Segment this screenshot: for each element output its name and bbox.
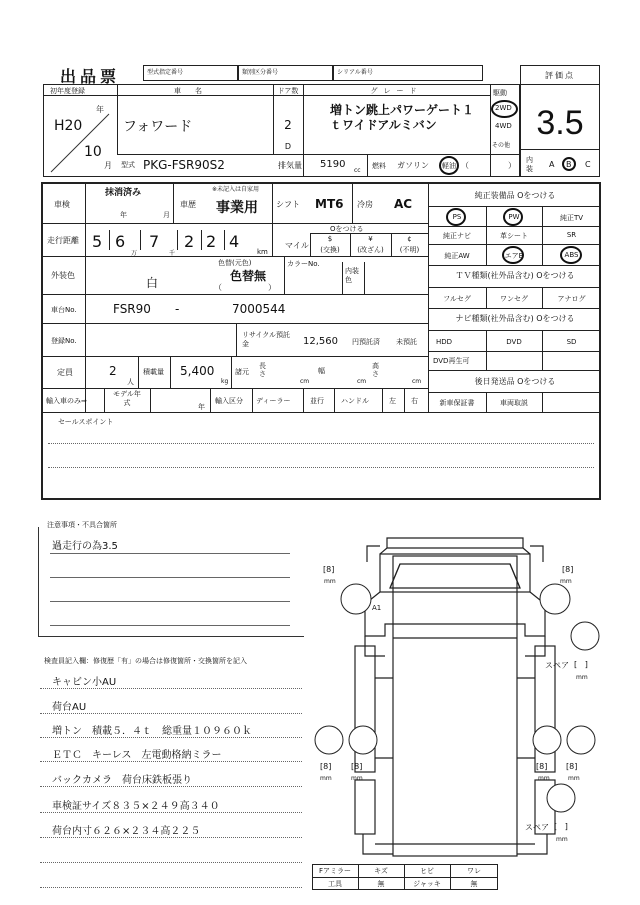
recycle-unpaid: 未預託: [396, 338, 417, 346]
shaken-year: 年: [120, 211, 127, 219]
tread-rr2-unit: mm: [568, 775, 580, 782]
unit-km: km: [257, 248, 268, 256]
doors-unit: D: [284, 142, 292, 151]
length-unit: cm: [300, 378, 310, 385]
chassis-label: 車台No.: [51, 306, 77, 314]
note-line-7: 荷台内寸６２６×２３４高２２５: [52, 826, 201, 837]
score-label: 評価点: [545, 71, 575, 80]
displacement-label: 排気量: [278, 161, 302, 170]
handle-right: 右: [411, 397, 418, 405]
shift-label: シフト: [276, 200, 300, 209]
capacity-value: 2: [109, 364, 117, 378]
interior-b: B: [566, 160, 572, 169]
tread-rl1: [8]: [320, 762, 332, 771]
page-title: 出品票: [60, 67, 121, 86]
opt-aw: 純正AW: [444, 252, 470, 260]
serial-label: シリアル番号: [337, 69, 373, 76]
tread-fl-unit: mm: [324, 578, 336, 585]
opt-abs: ABS: [564, 251, 579, 259]
dvd-label: DVD再生可: [433, 357, 470, 365]
footer-r2c4: 無: [470, 880, 478, 888]
unit-man: 万: [131, 250, 138, 257]
spare-bottom-unit: mm: [556, 836, 568, 843]
first-reg-label: 初年度登録: [50, 87, 85, 95]
tv-oneseg: ワンセグ: [500, 295, 528, 303]
length-label: 長さ: [259, 362, 266, 378]
shaken-value: 抹消済み: [105, 188, 142, 198]
name-label: 車名: [174, 87, 216, 95]
repaint-paren-close: ）: [268, 283, 276, 292]
inspector-label: 検査員記入欄：修復歴「有」の場合は修復箇所・交換箇所を記入: [44, 657, 247, 665]
first-reg-month: 10: [84, 144, 102, 160]
vehicle-name: フォワード: [123, 119, 193, 135]
chassis-dash: -: [175, 302, 180, 316]
model-value: PKG-FSR90S2: [143, 158, 225, 172]
tread-rl2-unit: mm: [351, 775, 363, 782]
drive-2wd: 2WD: [495, 104, 512, 112]
aircon-value: AC: [394, 197, 413, 211]
after-manual: 車両取説: [500, 399, 528, 407]
mile-label: マイル: [285, 241, 309, 250]
grade-label: グレード: [370, 87, 423, 95]
mileage-digit-2: 6: [115, 232, 126, 251]
exch-label: (交換): [320, 246, 340, 254]
model-cert-box: [143, 65, 238, 81]
exch-sym: $: [327, 235, 333, 243]
capacity-unit: 人: [127, 378, 134, 386]
tread-fr-value: 8: [565, 565, 571, 574]
mileage-digit-3: 7: [149, 232, 160, 251]
tread-rl1-unit: mm: [320, 775, 332, 782]
after-warranty: 新車保証書: [439, 399, 475, 407]
footer-r2c3: ジャッキ: [413, 880, 441, 888]
height-unit: cm: [412, 378, 422, 385]
tv-fullseg: フルセグ: [443, 295, 471, 303]
note-line-4: ＥＴＣ キーレス 左電動格納ミラー: [52, 750, 222, 761]
displacement-unit: cc: [354, 167, 361, 174]
load-unit: kg: [221, 378, 229, 385]
drive-other: その他: [492, 142, 511, 149]
opt-ps: PS: [452, 213, 462, 221]
tread-rr2-value: 8: [569, 762, 575, 771]
dims-label: 諸元: [235, 368, 249, 376]
navi-hdd: HDD: [436, 338, 453, 346]
category-box: [238, 65, 333, 81]
tv-title: ＴＶ種類(社外品含む) Oをつける: [455, 271, 575, 280]
footer-r1c3: ヒビ: [420, 867, 434, 875]
colorno-label: カラーNo.: [287, 260, 320, 268]
chassis-number: 7000544: [232, 302, 286, 316]
navi-title: ナビ種類(社外品含む) Oをつける: [455, 314, 575, 323]
footer-r1c2: キズ: [374, 867, 388, 875]
interior-label: 内装: [526, 156, 533, 173]
note-line-6: 車検証サイズ８３５×２４９高３４０: [52, 801, 220, 812]
fuel-diesel: 軽油: [442, 162, 456, 170]
month-label: 月: [104, 161, 112, 170]
opt-navi: 純正ナビ: [443, 232, 471, 240]
mileage-digit-1: 5: [92, 232, 103, 251]
note-line-2: 荷台AU: [52, 702, 87, 713]
after-title: 後日発送品 Oをつける: [474, 377, 556, 386]
import-label: 輸入車のみ⇒: [46, 397, 87, 405]
spare-bottom-bracket: [ ]: [554, 822, 568, 831]
fuel-gasoline: ガソリン: [397, 161, 429, 170]
damage-mark: A1: [372, 604, 382, 612]
spare-top-unit: mm: [576, 674, 588, 681]
tread-fr: [8]: [562, 565, 574, 574]
recycle-label: リサイクル預託金: [242, 331, 291, 348]
sales-point-label: セールスポイント: [58, 418, 114, 426]
load-value: 5,400: [180, 364, 215, 378]
import-year: 年: [198, 403, 205, 411]
model-year-label: モデル年式: [113, 390, 141, 407]
alter-sym: ¥: [368, 235, 373, 243]
opt-tv: 純正TV: [559, 214, 584, 222]
chassis-prefix: FSR90: [113, 302, 151, 316]
footer-r2c2: 無: [377, 880, 385, 888]
capacity-label: 定員: [57, 368, 73, 377]
import-class-label: 輸入区分: [215, 397, 243, 405]
tread-rr1-unit: mm: [538, 775, 550, 782]
footer-r1c4: ワレ: [467, 867, 481, 875]
shaken-month: 月: [163, 211, 170, 219]
displacement-value: 5190: [320, 159, 346, 170]
mileage-digit-5: 2: [206, 232, 217, 251]
unregistered-note: ※未記入は自家用: [212, 186, 260, 193]
opt-leather: 革シート: [500, 232, 528, 240]
fuel-label: 燃料: [372, 162, 386, 170]
recycle-value: 12,560: [303, 336, 338, 347]
doors-label: ドア数: [277, 87, 299, 95]
width-label: 幅: [318, 367, 325, 375]
navi-dvd: DVD: [506, 338, 522, 346]
doors-value: 2: [284, 118, 292, 132]
circle-note: Oをつける: [330, 225, 364, 233]
tread-rl1-value: 8: [323, 762, 329, 771]
spare-top-bracket: [ ]: [574, 660, 588, 669]
grade-value: 増トン跳上パワーゲート１ｔワイドアルミバン: [330, 103, 475, 132]
opt-sr: SR: [566, 231, 577, 239]
year-label: 年: [96, 105, 104, 114]
tread-rr2: [8]: [566, 762, 578, 771]
reg-label: 登録No.: [51, 337, 77, 345]
note-line-1: キャビン小AU: [52, 677, 117, 688]
tread-fr-unit: mm: [560, 578, 572, 585]
history-label: 車歴: [180, 200, 196, 209]
category-label: 類別区分番号: [242, 69, 279, 76]
mileage-digit-6: 4: [229, 232, 240, 251]
width-unit: cm: [357, 378, 367, 385]
serial-box: [333, 65, 483, 81]
drive-4wd: 4WD: [495, 122, 512, 130]
interior-a: A: [549, 160, 555, 169]
unit-sen: 千: [169, 250, 176, 257]
footer-r1c1: Fアミラー: [318, 867, 352, 875]
mileage-digit-4: 2: [184, 232, 195, 251]
aircon-label: 冷房: [357, 200, 373, 209]
opt-airbag: エアB: [504, 252, 524, 260]
exterior-value: 白: [146, 276, 159, 290]
exterior-label: 外装色: [51, 271, 75, 280]
load-label: 積載量: [143, 368, 164, 376]
first-reg-year: H20: [54, 118, 83, 134]
interior-color-label: 内装色: [345, 267, 359, 284]
unknown-label: (不明): [399, 246, 420, 254]
tread-rr1-value: 8: [539, 762, 545, 771]
alter-label: (改ざん): [357, 246, 384, 254]
tread-fl: [8]: [323, 565, 335, 574]
repaint-value: 色替無: [230, 269, 267, 283]
model-cert-label: 型式指定番号: [147, 69, 184, 76]
shaken-label: 車検: [54, 200, 70, 209]
drive-label: 駆動: [493, 89, 507, 97]
recycle-unit: 円預託済: [352, 338, 380, 346]
caution-line-1: 過走行の為3.5: [52, 541, 118, 552]
note-line-3: 増トン 積載５．４ｔ 総重量１０９６０ｋ: [52, 726, 252, 737]
unknown-sym: ¢: [407, 235, 412, 243]
fuel-other-open: （: [461, 161, 469, 170]
caution-label: 注意事項・不具合箇所: [44, 520, 120, 530]
tread-rl2: [8]: [351, 762, 363, 771]
repaint-label: 色替(元色): [218, 259, 252, 267]
fuel-other-close: ）: [508, 161, 516, 170]
history-value: 事業用: [216, 200, 258, 216]
note-line-5: バックカメラ 荷台床鉄板張り: [52, 775, 192, 786]
tread-rl2-value: 8: [354, 762, 360, 771]
handle: ハンドル: [341, 397, 369, 405]
interior-c: C: [585, 160, 591, 169]
navi-sd: SD: [566, 338, 577, 346]
tread-fl-value: 8: [326, 565, 332, 574]
genuine-title: 純正装備品 Oをつける: [474, 191, 556, 200]
spare-bottom-label: スペア: [525, 823, 549, 832]
footer-r2c1: 工具: [328, 880, 342, 888]
model-label: 型式: [121, 161, 135, 169]
tv-analog: アナログ: [557, 295, 586, 303]
score-value: 3.5: [536, 104, 584, 142]
spare-top-label: スペア: [545, 661, 569, 670]
parallel: 並行: [310, 397, 324, 405]
mileage-label: 走行距離: [47, 236, 79, 245]
tread-rr1: [8]: [536, 762, 548, 771]
handle-left: 左: [389, 397, 396, 405]
shift-value: MT6: [315, 197, 344, 211]
opt-pw: PW: [508, 213, 520, 221]
height-label: 高さ: [372, 362, 379, 378]
dealer: ディーラー: [256, 397, 291, 405]
repaint-paren-open: （: [214, 283, 222, 292]
